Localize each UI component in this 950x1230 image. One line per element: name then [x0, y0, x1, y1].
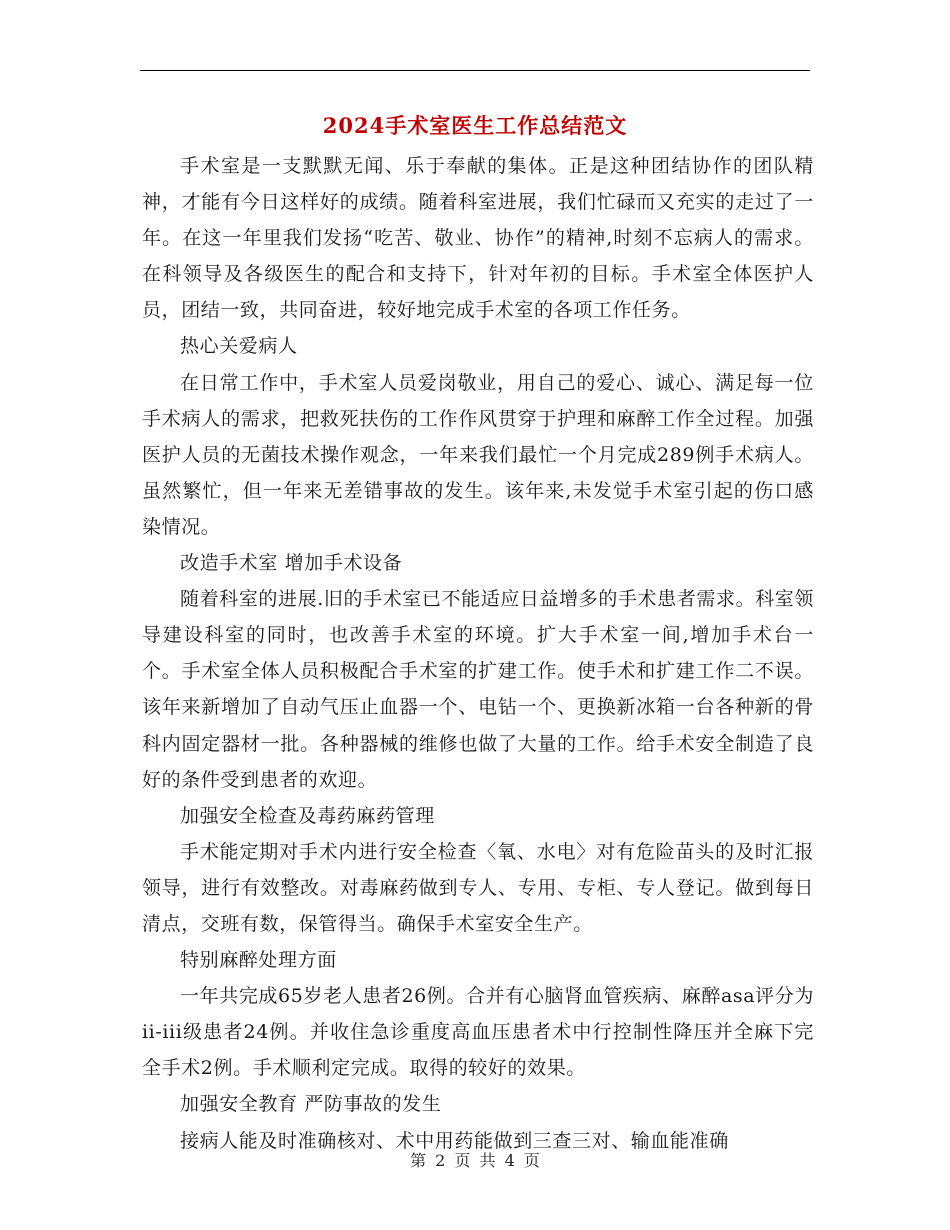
- document-body: [142, 148, 814, 1159]
- paragraph-care: 在日常工作中，手术室人员爱岗敬业，用自己的爱心、诚心、满足每一位手术病人的需求，把救死扶伤的工作作风贯穿于护理和麻醉工作全过程。加强医护人员的无菌技术操作观念，一年来我们最忙一个月完成289例手术病人。虽然繁忙，但一年来无差错事故的发生。该年来,未发觉手术室引起的伤口感染情况。: [142, 371, 814, 538]
- section-heading-anesthesia: 特别麻醉处理方面: [180, 949, 337, 972]
- section-heading-safety-education: 加强安全教育 严防事故的发生: [180, 1093, 442, 1116]
- paragraph-intro: 手术室是一支默默无闻、乐于奉献的集体。正是这种团结协作的团队精神，才能有今日这样好的成绩。随着科室进展，我们忙碌而又充实的走过了一年。在这一年里我们发扬“吃苦、敬业、协作”的精神,时刻不忘病人的需求。在科领导及各级医生的配合和支持下，针对年初的目标。手术室全体医护人员，团结一致，共同奋进，较好地完成手术室的各项工作任务。: [142, 155, 814, 322]
- paragraph-safety-check: 手术能定期对手术内进行安全检查〈氧、水电〉对有危险苗头的及时汇报领导，进行有效整改。对毒麻药做到专人、专用、专柜、专人登记。做到每日清点，交班有数，保管得当。确保手术室安全生产。: [142, 840, 814, 935]
- header-rule: [140, 70, 810, 71]
- section-heading-safety-check: 加强安全检查及毒药麻药管理: [180, 804, 435, 827]
- paragraph-renovation: 随着科室的进展.旧的手术室已不能适应日益增多的手术患者需求。科室领导建设科室的同时，也改善手术室的环境。扩大手术室一间,增加手术台一个。手术室全体人员积极配合手术室的扩建工作。使手术和扩建工作二不误。该年来新增加了自动气压止血器一个、电钻一个、更换新冰箱一台各种新的骨科内固定器材一批。各种器械的维修也做了大量的工作。给手术安全制造了良好的条件受到患者的欢迎。: [142, 588, 814, 791]
- paragraph-safety-education: 接病人能及时准确核对、术中用药能做到三查三对、输血能准确: [180, 1129, 729, 1152]
- section-heading-care: 热心关爱病人: [180, 335, 298, 358]
- section-heading-renovation: 改造手术室 增加手术设备: [180, 552, 403, 575]
- page-indicator: 第 2 页 共 4 页: [410, 1151, 540, 1170]
- paragraph-anesthesia: 一年共完成65岁老人患者26例。合并有心脑肾血管疾病、麻醉asa评分为ii-iii级患者24例。并收住急诊重度高血压患者术中行控制性降压并全麻下完全手术2例。手术顺利定完成。取得的较好的效果。: [142, 985, 814, 1080]
- document-title: 2024手术室医生工作总结范文: [322, 113, 628, 138]
